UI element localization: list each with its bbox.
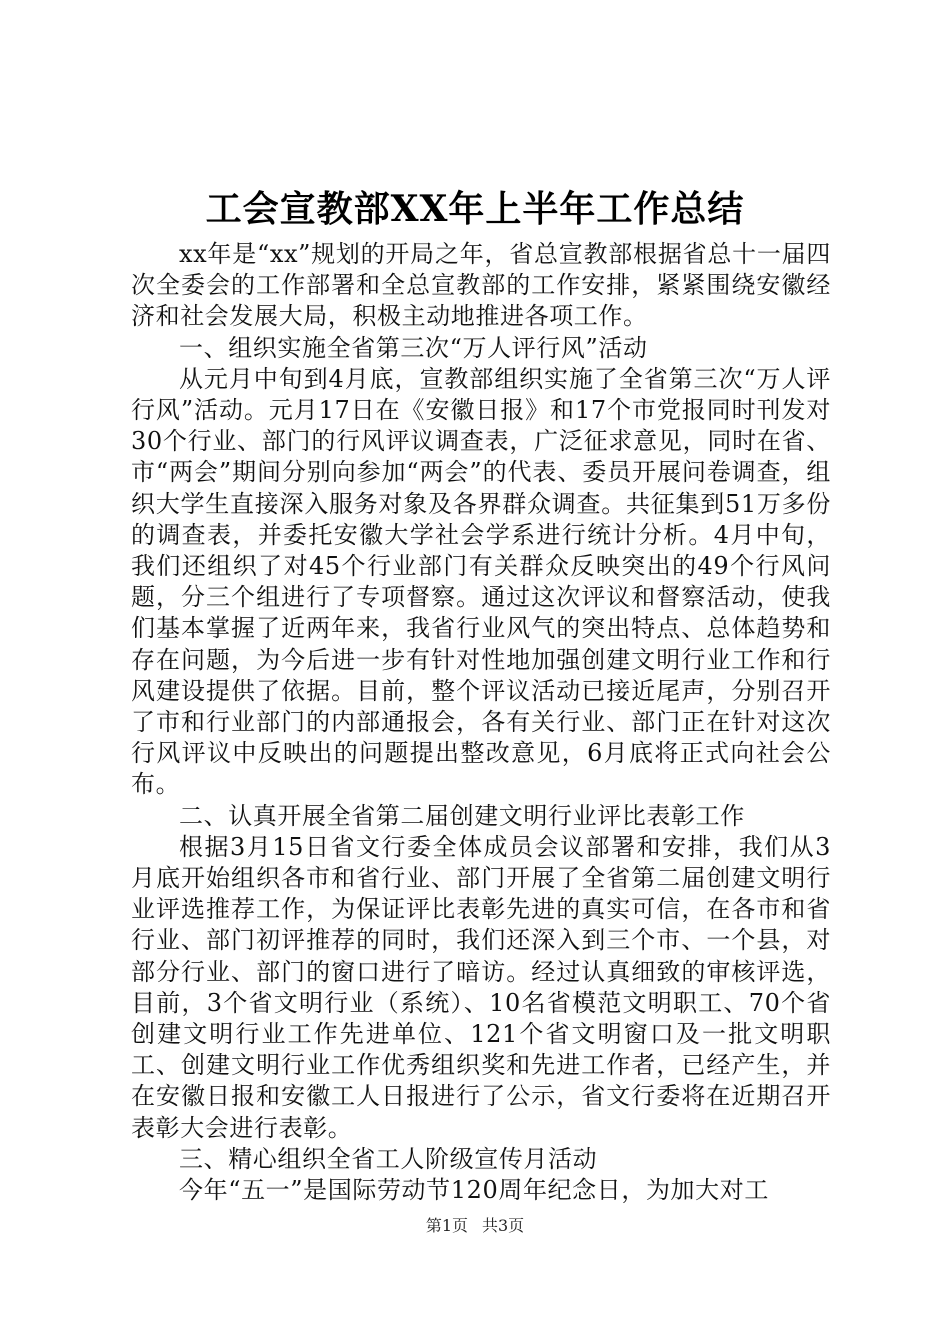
section-heading-3: 三、精心组织全省工人阶级宣传月活动 (179, 1144, 598, 1173)
document-title: 工会宣教部XX年上半年工作总结 (205, 188, 745, 230)
section-heading-2: 二、认真开展全省第二届创建文明行业评比表彰工作 (179, 801, 745, 830)
page-number: 第1页 (425, 1216, 468, 1235)
section-2-paragraph: 根据3月15日省文行委全体成员会议部署和安排，我们从3月底开始组织各市和省行业、部门开展了全省第二届创建文明行业评选推荐工作，为保证评比表彰先进的真实可信，在各市和省行业、部门初评推荐的同时，我们还深入到三个市、一个县，对部分行业、部门的窗口进行了暗访。经过认真细致的审核评选，目前，3个省文明行业（系统）、10名省模范文明职工、70个省创建文明行业工作先进单位、121个省文明窗口及一批文明职工、创建文明行业工作优秀组织奖和先进工作者，已经产生，并在安徽日报和安徽工人日报进行了公示，省文行委将在近期召开表彰大会进行表彰。 (131, 832, 831, 1142)
total-pages: 共3页 (482, 1216, 525, 1235)
section-1-paragraph: 从元月中旬到4月底，宣教部组织实施了全省第三次“万人评行风”活动。元月17日在《安徽日报》和17个市党报同时刊发对30个行业、部门的行风评议调查表，广泛征求意见，同时在省、市“两会”期间分别向参加“两会”的代表、委员开展问卷调查，组织大学生直接深入服务对象及各界群众调查。共征集到51万多份的调查表，并委托安徽大学社会学系进行统计分析。4月中旬，我们还组织了对45个行业部门有关群众反映突出的49个行风问题，分三个组进行了专项督察。通过这次评议和督察活动，使我们基本掌握了近两年来，我省行业风气的突出特点、总体趋势和存在问题，为今后进一步有针对性地加强创建文明行业工作和行风建设提供了依据。目前，整个评议活动已接近尾声，分别召开了市和行业部门的内部通报会，各有关行业、部门正在针对这次行风评议中反映出的问题提出整改意见，6月底将正式向社会公布。 (131, 364, 831, 799)
page-footer (0, 1214, 950, 1238)
document-body (131, 239, 831, 1206)
section-3-paragraph: 今年“五一”是国际劳动节120周年纪念日，为加大对工 (179, 1176, 769, 1205)
intro-paragraph: xx年是“xx”规划的开局之年，省总宣教部根据省总十一届四次全委会的工作部署和全总宣教部的工作安排，紧紧围绕安徽经济和社会发展大局，积极主动地推进各项工作。 (131, 240, 831, 331)
section-heading-1: 一、组织实施全省第三次“万人评行风”活动 (179, 333, 648, 362)
